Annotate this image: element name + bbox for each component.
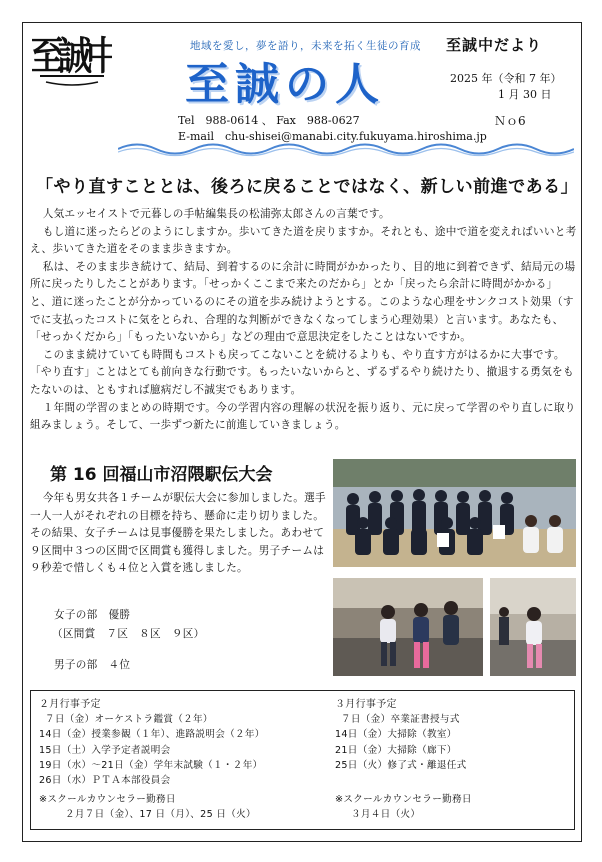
lead-paragraph: このまま続けていても時間もコストも戻ってこないことを続けるよりも、やり直す方がはるかに大事です。「やり直す」ことはとても前向きな行動です。もったいないからと、ずるずるやり続けたり、撤退する勇気をもたないのは、ともすれば臆病だし不誠実でもあります。 [30, 348, 574, 396]
schedule-item: 15日（土）入学予定者説明会 [39, 744, 171, 756]
event-schedule-box [30, 690, 575, 830]
contact-email: E-mail chu-shisei@manabi.city.fukuyama.hiroshima.jp [178, 130, 487, 143]
schedule-item: 14日（金）授業参観（１年）、進路説明会（２年） [39, 729, 265, 741]
lead-headline: 「やり直すこととは、後ろに戻ることではなく、新しい前進である」 [36, 177, 579, 197]
march-schedule [335, 697, 472, 822]
counselor-title: ※スクールカウンセラー勤務日 [39, 794, 176, 806]
schedule-item: ７日（金）オーケストラ鑑賞（２年） [45, 714, 213, 726]
lead-paragraph: 人気エッセイストで元暮しの手帖編集長の松浦弥太郎さんの言葉です。 [42, 208, 390, 220]
runner-photo [490, 578, 576, 676]
schedule-item: 21日（金）大掃除（廊下） [335, 744, 457, 756]
counselor-title: ※スクールカウンセラー勤務日 [335, 794, 472, 806]
masthead-title: 至誠の人 [185, 59, 385, 110]
team-photo [333, 459, 576, 567]
schedule-item: 19日（水）～21日（金）学年末試験（１・２年） [39, 759, 263, 771]
schedule-item: ７日（金）卒業証書授与式 [341, 714, 460, 726]
issue-date: 1 月 30 日 [498, 88, 552, 101]
contact-phone-fax: Tel 988-0614 、 Fax 988-0627 [178, 114, 360, 127]
girls-section-awards: （区間賞 ７区 ８区 ９区） [52, 628, 205, 640]
ekiden-title: 第 16 回福山市沼隈駅伝大会 [50, 465, 273, 485]
schedule-item: 26日（水）ＰＴＡ本部役員会 [39, 775, 171, 787]
counselor-dates: ３月４日（火） [351, 809, 421, 821]
schedule-title: ３月行事予定 [335, 699, 397, 710]
ekiden-article [30, 490, 328, 578]
schedule-title: ２月行事予定 [39, 699, 101, 710]
school-slogan: 地域を愛し，夢を語り，未来を拓く生徒の育成 [190, 40, 421, 52]
february-schedule [39, 697, 265, 823]
school-logo [32, 18, 112, 100]
lead-paragraph: 私は、そのまま歩き続けて、結局、到着するのに余計に時間がかかったり、目的地に到着できず、結局元の場所に戻ったりしたことがあります。「せっかくここまで来たのだから」とか「戻ったら余計に時間がかかる」と、道に迷ったことが分かっているのにその道を歩み続けようとする。このような心理をサンクコスト効果（すでに支払ったコストに気をとられ、合理的な判断ができなくなってしまう心理効果）と言います。あなたも、「せっかくだから」「もったいないから」などの理由で意思決定をしたことはないですか。 [30, 260, 576, 344]
lead-article [30, 206, 578, 435]
girls-result: 女子の部 優勝 [54, 609, 131, 621]
counselor-dates: ２月７日（金）、17 日（月）、25 日（火） [65, 809, 256, 821]
lead-paragraph: もし道に迷ったらどのようにしますか。歩いてきた道を戻りますか。それとも、途中で道を変えればいいと考え、歩いてきた道をそのまま歩きますか。 [30, 225, 577, 256]
lead-paragraph: １年間の学習のまとめの時期です。今の学習内容の理解の状況を振り返り、元に戻って学習のやり直しに取り組みましょう。そして、一歩ずつ新たに前進していきましょう。 [30, 401, 576, 432]
schedule-item: 25日（火）修了式・離退任式 [335, 759, 467, 771]
issue-number: Ｎｏ6 [494, 114, 526, 128]
relay-photo-handoff [333, 578, 483, 676]
issue-year: 2025 年（令和 7 年） [450, 72, 562, 85]
boys-result: 男子の部 ４位 [54, 659, 131, 671]
svg-text:至誠中: 至誠中 [32, 33, 112, 80]
newsletter-name: 至誠中だより [446, 36, 543, 54]
schedule-item: 14日（金）大掃除（教室） [335, 729, 457, 741]
decorative-wave-divider [118, 140, 574, 158]
ekiden-paragraph: 今年も男女共各１チームが駅伝大会に参加しました。選手一人一人がそれぞれの目標を持ち、懸命に走り切りました。その結果、女子チームは見事優勝を果たしました。あわせて９区間中３つの区間で区間賞も獲得しました。男子チームは９秒差で惜しくも４位と入賞を逃しました。 [30, 492, 326, 575]
